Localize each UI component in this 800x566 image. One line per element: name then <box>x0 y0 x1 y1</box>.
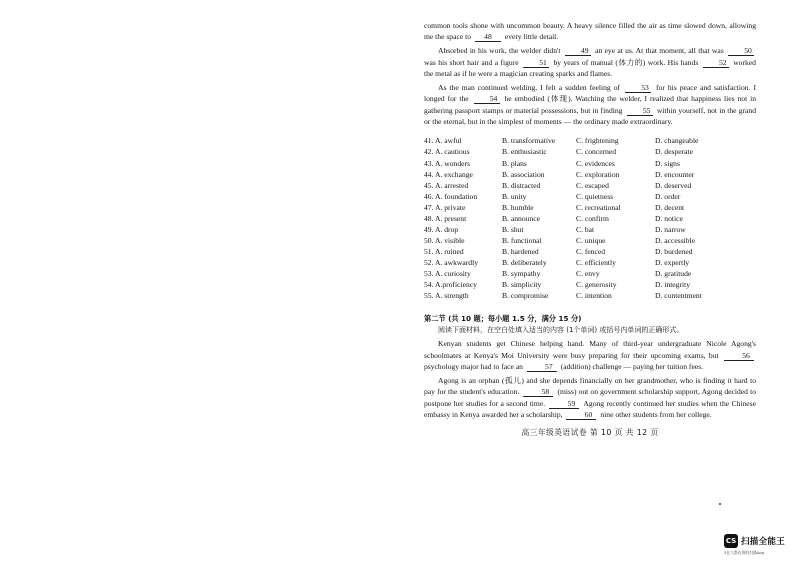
option-c: C. efficiently <box>576 257 616 267</box>
option-c: C. bat <box>576 224 595 234</box>
option-a: 52. A. awkwardly <box>424 257 478 267</box>
option-row <box>424 135 756 146</box>
scanner-watermark <box>724 532 794 558</box>
option-b: B. shut <box>502 224 524 234</box>
blank-48: 48 <box>475 32 501 42</box>
text-run: As the man continued welding, I felt a sudden feeling of <box>438 82 621 92</box>
option-b: B. announce <box>502 213 540 223</box>
option-c: C. escaped <box>576 180 609 190</box>
option-c: C. recreational <box>576 202 621 212</box>
text-run: worked the metal as if he were a magician creating sparks and flames. <box>424 57 756 79</box>
option-row <box>424 180 756 191</box>
option-row <box>424 246 756 257</box>
page-footer: 高三年级英语试卷 第 10 页 共 12 页 <box>521 427 659 437</box>
option-d: D. notice <box>655 213 683 223</box>
text-run: within yourself, not in the grand or the eternal, but in the simplest of moments — the ordinary made extraordinary. <box>424 105 757 127</box>
blank-55: 55 <box>627 106 653 116</box>
option-row <box>424 202 756 213</box>
text-run: by years of manual (体力的) work. His hands <box>553 57 699 67</box>
option-a: 55. A. strength <box>424 291 469 301</box>
option-row <box>424 146 756 157</box>
option-b: B. association <box>502 169 545 179</box>
text-run: (addition) challenge — paying her tuition fees. <box>560 362 704 372</box>
option-a: 44. A. exchange <box>424 169 473 179</box>
text-run: Kenyan students get Chinese helping hand. Many of third-year undergraduate Nicole Agong's schoolmates at Kenya's Moi University were busy preparing for their upcoming exams, but <box>424 339 756 360</box>
option-row <box>424 191 756 202</box>
option-a: 48. A. present <box>424 213 467 223</box>
option-b: B. humble <box>502 202 534 212</box>
option-row <box>424 158 756 169</box>
option-d: D. burdened <box>655 246 693 256</box>
option-d: D. expertly <box>655 257 690 267</box>
option-a: 47. A. private <box>424 202 466 212</box>
option-b: B. enthusiastic <box>502 147 547 157</box>
text-run: psychology major had to face an <box>424 362 523 372</box>
passage-paragraph-3 <box>424 82 756 128</box>
option-b: B. sympathy <box>502 269 541 278</box>
option-b: B. simplicity <box>502 280 542 290</box>
option-a: 41. A. awful <box>424 136 462 146</box>
text-run: nine other students from her college. <box>600 410 712 420</box>
option-a: 45. A. arrested <box>424 180 469 190</box>
text-run: was his short hair and a figure <box>424 57 519 67</box>
text-run: an eye at us. At that moment, all that was <box>595 46 724 56</box>
camscanner-logo-icon: CS <box>724 534 738 548</box>
blank-49: 49 <box>565 46 591 56</box>
option-row <box>424 213 756 224</box>
option-d: D. narrow <box>655 224 686 234</box>
blank-51: 51 <box>523 58 549 68</box>
text-run: Agong is an orphan (孤儿) and she depends financially on her grandmother, who is finding it hard to pay for the student's education. <box>424 375 756 397</box>
blank-52: 52 <box>703 58 729 68</box>
option-row <box>424 268 756 279</box>
option-c: C. fenced <box>576 246 606 256</box>
option-d: D. gratitude <box>655 269 692 278</box>
passage-paragraph-2 <box>424 45 756 79</box>
option-d: D. encounter <box>655 169 695 179</box>
option-d: D. desperate <box>655 147 693 157</box>
answer-options <box>424 135 756 301</box>
option-c: C. generosity <box>576 280 617 290</box>
option-b: B. plans <box>502 158 527 168</box>
blank-54: 54 <box>474 94 500 104</box>
blank-59: 59 <box>549 399 579 409</box>
brand-tagline: 3亿人都在用的扫描App <box>724 550 765 555</box>
option-row <box>424 257 756 268</box>
option-c: C. concerned <box>576 147 617 157</box>
option-c: C. exploration <box>576 169 620 179</box>
section-instruction: 阅读下面材料，在空白处填入适当的内容 (1个单词) 或括号内单词的正确形式。 <box>438 325 684 334</box>
blank-60: 60 <box>566 410 596 420</box>
text-run: Agong recently continued her studies when the Chinese embassy in Kenya awarded her a scholarship, <box>424 398 757 420</box>
text-run: for his peace and satisfaction. I longed for the <box>424 82 756 104</box>
passage-paragraph-1 <box>424 20 756 43</box>
option-a: 51. A. ruined <box>424 246 464 256</box>
option-d: D. accessible <box>655 235 696 245</box>
section2-paragraph-1 <box>424 338 756 372</box>
blank-53: 53 <box>625 83 651 93</box>
blank-58: 58 <box>523 387 553 397</box>
blank-50: 50 <box>728 46 754 56</box>
section-heading: 第二节 (共 10 题；每小题 1.5 分，满分 15 分) <box>424 314 582 324</box>
text-run: common tools shone with uncommon beauty. A heavy silence filled the air as time slowed down, allowing me the space to <box>424 21 756 42</box>
option-b: B. deliberately <box>502 257 547 267</box>
option-c: C. evidences <box>576 158 615 168</box>
option-a: 46. A. foundation <box>424 191 478 201</box>
option-a: 50. A. visible <box>424 235 465 245</box>
blank-57: 57 <box>527 362 557 372</box>
option-c: C. unique <box>576 235 606 245</box>
blank-56: 56 <box>724 351 754 361</box>
option-b: B. hardened <box>502 246 539 256</box>
option-d: D. deserved <box>655 180 692 190</box>
option-d: D. decent <box>655 202 685 212</box>
option-a: 53. A. curiosity <box>424 269 471 278</box>
section2-paragraph-2 <box>424 375 756 421</box>
scan-speck <box>719 503 721 505</box>
option-c: C. intention <box>576 291 612 301</box>
option-d: D. signs <box>655 158 680 168</box>
text-run: (miss) out on government scholarship support, Agong decided to postpone her studies for a second time. <box>424 387 756 408</box>
option-row <box>424 169 756 180</box>
option-b: B. unity <box>502 191 527 201</box>
option-c: C. confirm <box>576 213 609 223</box>
text-run: Absorbed in his work, the welder didn't <box>438 46 561 56</box>
option-b: B. compromise <box>502 291 549 301</box>
option-b: B. distracted <box>502 180 541 190</box>
option-c: C. envy <box>576 269 600 278</box>
option-d: D. order <box>655 191 681 201</box>
brand-name: 扫描全能王 <box>741 537 786 547</box>
text-run: he embodied (体现). Watching the welder, I realized that happiness lies not in gathering passport stamps or material possessions, but in finding <box>424 94 757 115</box>
option-row <box>424 224 756 235</box>
option-c: C. frightening <box>576 136 619 146</box>
option-a: 49. A. drop <box>424 224 459 234</box>
option-a: 54. A.proficiency <box>424 280 477 290</box>
option-d: D. contentment <box>655 291 702 301</box>
option-c: C. quietness <box>576 191 614 201</box>
option-row <box>424 290 756 301</box>
option-b: B. transformative <box>502 136 556 146</box>
option-a: 42. A. cautious <box>424 147 470 157</box>
option-b: B. functional <box>502 235 542 245</box>
text-run: every little detail. <box>504 32 559 42</box>
exam-page <box>424 20 756 438</box>
option-row <box>424 279 756 290</box>
option-row <box>424 235 756 246</box>
option-d: D. integrity <box>655 280 691 290</box>
option-a: 43. A. wonders <box>424 158 470 168</box>
option-d: D. changeable <box>655 136 699 146</box>
